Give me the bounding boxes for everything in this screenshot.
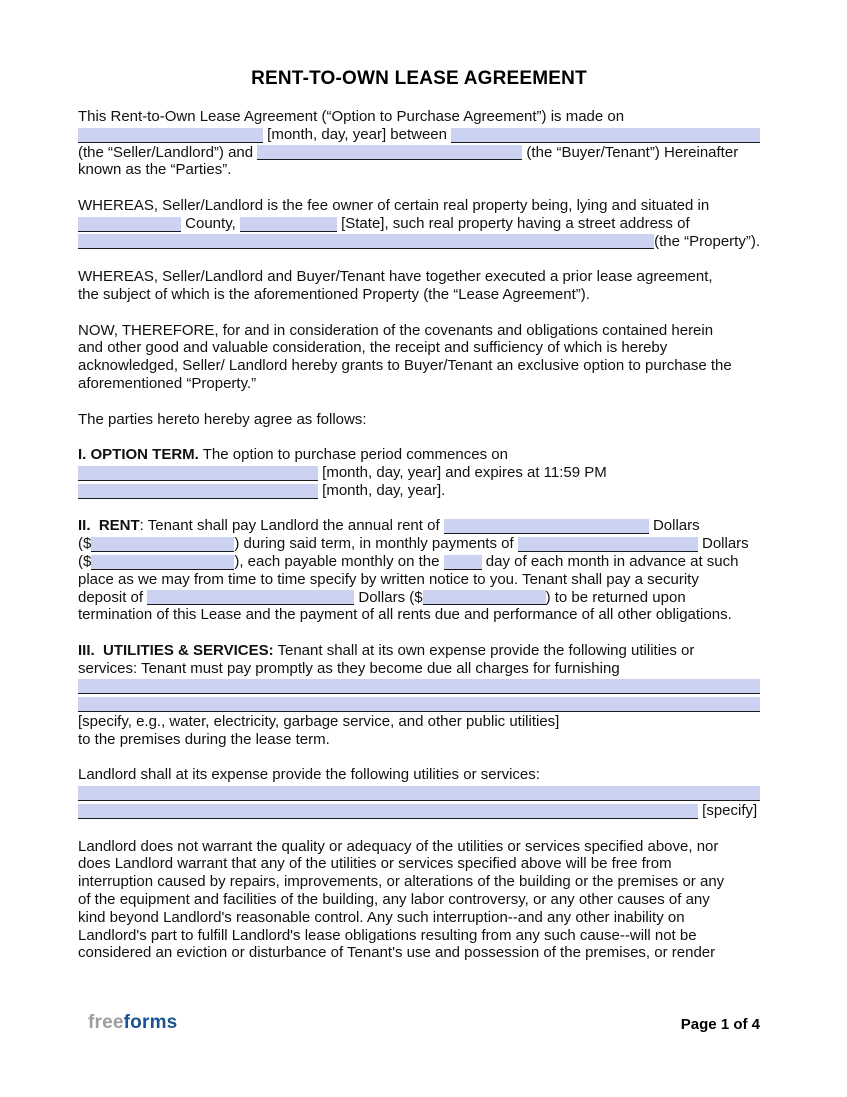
paragraph: [78, 642, 760, 749]
text-run: NOW, THEREFORE, for and in consideration of the covenants and obligations contained herein: [78, 321, 714, 339]
text-run: Landlord shall at its expense provide the following utilities or services:: [78, 766, 540, 784]
text-line: [78, 108, 760, 126]
form-field-blank[interactable]: [147, 590, 354, 605]
text-line: [78, 144, 760, 162]
paragraph: [78, 411, 760, 429]
text-line: [78, 268, 760, 286]
text-line: [78, 215, 760, 233]
text-run: ) to be returned upon: [545, 588, 686, 606]
form-field-blank[interactable]: [240, 217, 337, 232]
form-field-blank[interactable]: [91, 537, 234, 552]
text-run: ($: [78, 535, 92, 553]
text-run: Dollars ($: [354, 588, 423, 606]
text-line: [78, 197, 760, 215]
text-line: [78, 606, 760, 624]
text-run: (the “Property”).: [654, 232, 760, 250]
paragraph: [78, 268, 760, 304]
text-run: This Rent-to-Own Lease Agreement (“Option to Purchase Agreement”) is made on: [78, 108, 625, 125]
text-line: [78, 339, 760, 357]
form-field-blank[interactable]: [78, 466, 318, 481]
text-line: [78, 517, 760, 535]
text-run: The option to purchase period commences on: [198, 446, 508, 464]
text-line: [78, 482, 760, 500]
text-line: [78, 695, 760, 713]
text-run: (the “Buyer/Tenant”) Hereinafter: [522, 143, 739, 161]
document-body: [78, 108, 760, 962]
text-line: [78, 535, 760, 553]
text-run: does Landlord warrant that any of the utilities or services specified above will be free from: [78, 855, 672, 873]
text-run: day of each month in advance at such: [481, 552, 739, 570]
form-field-blank[interactable]: [444, 555, 482, 570]
text-run: ), each payable monthly on the: [234, 552, 444, 570]
text-run: ) during said term, in monthly payments of: [234, 535, 518, 553]
text-line: [78, 766, 760, 784]
text-line: [78, 838, 760, 856]
text-run: to the premises during the lease term.: [78, 730, 330, 748]
text-run: Tenant shall at its own expense provide the following utilities or: [273, 641, 695, 659]
text-run: [month, day, year] and expires at 11:59 PM: [318, 463, 607, 481]
paragraph: [78, 197, 760, 250]
text-run: place as we may from time to time specify by written notice to you. Tenant shall pay a security: [78, 570, 699, 588]
text-run: ($: [78, 552, 92, 570]
text-run: [specify, e.g., water, electricity, garbage service, and other public utilities]: [78, 713, 560, 731]
text-run: kind beyond Landlord's reasonable control. Any such interruption--and any other inability on: [78, 908, 685, 926]
text-run: aforementioned “Property.”: [78, 374, 257, 392]
text-line: [78, 589, 760, 607]
form-field-blank[interactable]: [78, 679, 760, 694]
freeforms-logo: [88, 1010, 177, 1036]
text-run: acknowledged, Seller/ Landlord hereby grants to Buyer/Tenant an exclusive option to purchase the: [78, 357, 732, 375]
text-line: [78, 233, 760, 251]
paragraph: [78, 108, 760, 179]
text-run: interruption caused by repairs, improvements, or alterations of the building or the premises or any: [78, 873, 725, 891]
text-run: WHEREAS, Seller/Landlord is the fee owner of certain real property being, lying and situated in: [78, 196, 710, 214]
text-run: Landlord's part to fulfill Landlord's lease obligations resulting from any such cause--will not be: [78, 926, 697, 944]
text-line: [78, 891, 760, 909]
text-line: [78, 126, 760, 144]
text-run: considered an eviction or disturbance of Tenant's use and possession of the premises, or render: [78, 944, 716, 962]
section-heading: I. OPTION TERM.: [78, 446, 199, 464]
paragraph: [78, 838, 760, 963]
form-field-blank[interactable]: [78, 128, 263, 143]
form-field-blank[interactable]: [78, 234, 654, 249]
text-line: [78, 553, 760, 571]
text-line: [78, 660, 760, 678]
page-number: Page 1 of 4: [680, 1016, 760, 1033]
text-run: The parties hereto hereby agree as follows:: [78, 410, 367, 428]
text-line: [78, 464, 760, 482]
text-run: and other good and valuable consideration, the receipt and sufficiency of which is hereby: [78, 339, 668, 357]
section-heading: III. UTILITIES & SERVICES:: [78, 641, 274, 659]
form-field-blank[interactable]: [91, 555, 234, 570]
text-line: [78, 731, 760, 749]
text-run: the subject of which is the aforementioned Property (the “Lease Agreement”).: [78, 285, 590, 303]
text-line: [78, 446, 760, 464]
text-line: [78, 322, 760, 340]
paragraph: [78, 766, 760, 819]
form-field-blank[interactable]: [444, 519, 649, 534]
text-line: [78, 678, 760, 696]
text-run: [State], such real property having a street address of: [336, 214, 690, 232]
text-line: [78, 784, 760, 802]
text-run: Dollars: [697, 535, 749, 553]
page-footer: [0, 1010, 847, 1036]
text-run: deposit of: [78, 588, 148, 606]
text-line: [78, 909, 760, 927]
text-run: WHEREAS, Seller/Landlord and Buyer/Tenant have together executed a prior lease agreement,: [78, 268, 713, 286]
logo-forms-text: forms: [123, 1012, 178, 1033]
paragraph: [78, 446, 760, 499]
text-run: termination of this Lease and the payment of all rents due and performance of all other obligations.: [78, 606, 732, 624]
paragraph: [78, 322, 760, 393]
text-run: (the “Seller/Landlord”) and: [78, 143, 258, 161]
text-run: known as the “Parties”.: [78, 161, 232, 179]
text-run: [month, day, year].: [318, 481, 446, 499]
form-field-blank[interactable]: [78, 217, 181, 232]
form-field-blank[interactable]: [78, 804, 698, 819]
text-line: [78, 944, 760, 962]
form-field-blank[interactable]: [423, 590, 546, 605]
text-run: [month, day, year] between: [263, 125, 452, 143]
text-run: services: Tenant must pay promptly as they become due all charges for furnishing: [78, 659, 620, 677]
text-line: [78, 411, 760, 429]
form-field-blank[interactable]: [451, 128, 760, 143]
logo-free-text: free: [88, 1012, 124, 1033]
text-line: [78, 571, 760, 589]
text-run: County,: [181, 214, 240, 232]
form-field-blank[interactable]: [257, 145, 522, 160]
text-line: [78, 286, 760, 304]
text-line: [78, 357, 760, 375]
text-line: [78, 375, 760, 393]
text-run: [specify]: [698, 802, 758, 820]
form-field-blank[interactable]: [78, 484, 318, 499]
paragraph: [78, 517, 760, 624]
form-field-blank[interactable]: [518, 537, 698, 552]
text-run: : Tenant shall pay Landlord the annual rent of: [139, 517, 444, 535]
text-line: [78, 873, 760, 891]
text-line: [78, 927, 760, 945]
text-line: [78, 713, 760, 731]
text-line: [78, 802, 760, 820]
text-run: Dollars: [648, 517, 700, 535]
form-field-blank[interactable]: [78, 697, 760, 712]
text-line: [78, 161, 760, 179]
text-run: of the equipment and facilities of the building, any labor controversy, or any other causes of any: [78, 891, 710, 909]
form-field-blank[interactable]: [78, 786, 760, 801]
page-title: RENT-TO-OWN LEASE AGREEMENT: [251, 68, 587, 89]
section-heading: II. RENT: [78, 517, 140, 535]
text-run: Landlord does not warrant the quality or adequacy of the utilities or services specified above, nor: [78, 837, 719, 855]
text-line: [78, 642, 760, 660]
text-line: [78, 855, 760, 873]
